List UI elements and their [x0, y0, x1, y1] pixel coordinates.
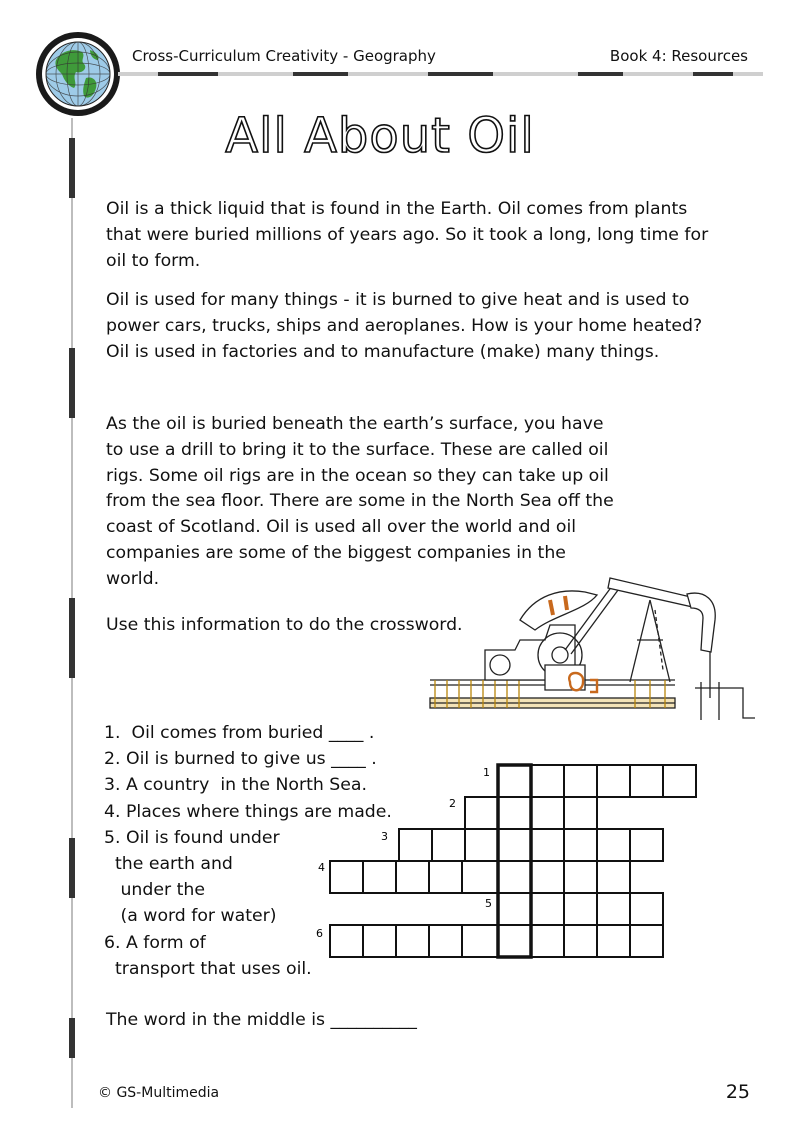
crossword-number-5: 5: [485, 897, 492, 910]
clue-1: 1. Oil comes from buried ____ .: [104, 723, 375, 743]
crossword-cell[interactable]: [363, 861, 396, 893]
crossword-cell[interactable]: [564, 893, 597, 925]
header-series: Cross-Curriculum Creativity - Geography: [132, 47, 436, 65]
crossword-cell[interactable]: [396, 861, 429, 893]
paragraph-instruction: Use this information to do the crossword.: [106, 615, 463, 635]
crossword-cell[interactable]: [429, 861, 462, 893]
clue-4: 4. Places where things are made.: [104, 801, 392, 822]
crossword-cell[interactable]: [597, 829, 630, 861]
crossword-cell[interactable]: [465, 829, 498, 861]
crossword-cell[interactable]: [429, 925, 462, 957]
crossword-cell[interactable]: [564, 765, 597, 797]
crossword-cell[interactable]: [663, 765, 696, 797]
crossword-cell[interactable]: [531, 829, 564, 861]
page-number: 25: [725, 1081, 750, 1103]
paragraph-intro: Oil is a thick liquid that is found in the Earth. Oil comes from plants that were buried millions of years ago. So it took a long, long time for oil to form.: [106, 199, 709, 271]
paragraph-oil-rigs: As the oil is buried beneath the earth’s surface, you have to use a drill to bring it to the surface. These are called oil rigs. Some oil rigs are in the ocean so they can take up oil from the sea floor. There are some in the North Sea off the coast of Scotland. Oil is used all over the world and oil companies are some of the biggest companies in the world.: [106, 414, 614, 589]
clue-3: 3. A country in the North Sea.: [104, 775, 367, 796]
closing-prompt: The word in the middle is __________: [106, 1010, 417, 1030]
crossword-number-3: 3: [381, 830, 388, 843]
crossword-cell[interactable]: [630, 925, 663, 957]
crossword-cell[interactable]: [330, 925, 363, 957]
crossword-cell[interactable]: [531, 893, 564, 925]
clue-5-line-3: under the: [104, 880, 205, 901]
crossword-cell[interactable]: [597, 765, 630, 797]
page-title: All About Oil: [225, 108, 535, 164]
crossword-grid[interactable]: [300, 755, 720, 970]
crossword-cell[interactable]: [630, 893, 663, 925]
crossword-cell[interactable]: [564, 925, 597, 957]
crossword-number-6: 6: [316, 927, 323, 940]
crossword-cell[interactable]: [531, 797, 564, 829]
clue-5: 5. Oil is found under: [104, 827, 280, 848]
crossword-number-4: 4: [318, 861, 325, 874]
crossword-number-2: 2: [449, 797, 456, 810]
header-divider: [118, 72, 763, 76]
crossword-cell[interactable]: [564, 797, 597, 829]
crossword-cell[interactable]: [498, 829, 531, 861]
paragraph-uses: Oil is used for many things - it is burned to give heat and is used to power cars, trucks, ships and aeroplanes. How is your home heated? Oil is used in factories and to manufacture (make) many things.: [106, 290, 703, 362]
crossword-cell[interactable]: [531, 925, 564, 957]
globe-icon: [34, 30, 122, 118]
oil-pump-jack-icon: [425, 570, 760, 730]
crossword-cell[interactable]: [498, 861, 531, 893]
crossword-cell[interactable]: [363, 925, 396, 957]
crossword-cell[interactable]: [498, 797, 531, 829]
clue-6: 6. A form of: [104, 932, 206, 953]
crossword-cell[interactable]: [630, 829, 663, 861]
clue-5-line-2: the earth and: [104, 854, 233, 875]
header-book: Book 4: Resources: [609, 47, 748, 65]
crossword-cell[interactable]: [399, 829, 432, 861]
clue-6-line-2: transport that uses oil.: [104, 958, 312, 979]
crossword-cell[interactable]: [498, 765, 531, 797]
crossword-cell[interactable]: [597, 861, 630, 893]
crossword-cell[interactable]: [465, 797, 498, 829]
crossword-cell[interactable]: [432, 829, 465, 861]
crossword-cell[interactable]: [396, 925, 429, 957]
crossword-number-1: 1: [483, 766, 490, 779]
crossword-cell[interactable]: [330, 861, 363, 893]
footer-copyright: © GS-Multimedia: [98, 1085, 220, 1101]
crossword-cell[interactable]: [564, 829, 597, 861]
crossword-cell[interactable]: [462, 861, 498, 893]
clue-2: 2. Oil is burned to give us ____ .: [104, 749, 377, 770]
crossword-cell[interactable]: [531, 861, 564, 893]
crossword-cell[interactable]: [597, 893, 630, 925]
page-spine: [68, 118, 76, 1108]
crossword-cell[interactable]: [531, 765, 564, 797]
crossword-cell[interactable]: [564, 861, 597, 893]
crossword-cell[interactable]: [462, 925, 498, 957]
crossword-cell[interactable]: [597, 925, 630, 957]
crossword-cell[interactable]: [498, 925, 531, 957]
crossword-cell[interactable]: [498, 893, 531, 925]
crossword-cell[interactable]: [630, 765, 663, 797]
clue-5-line-4: (a word for water): [104, 906, 277, 927]
